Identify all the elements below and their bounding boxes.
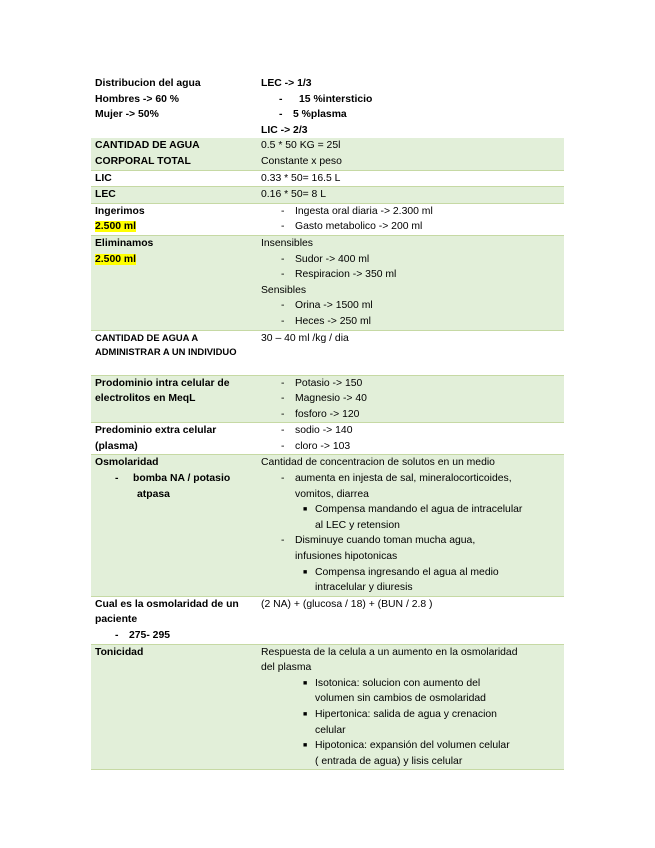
square-bullet-icon: ■ xyxy=(303,568,308,576)
square-bullet-icon: ■ xyxy=(303,710,308,718)
table-row xyxy=(91,203,564,235)
table-row xyxy=(91,423,564,455)
row-label: Osmolaridad - bomba NA / potasio atpasa xyxy=(91,455,257,596)
table-row xyxy=(91,138,564,170)
document-page xyxy=(91,76,564,770)
table-row xyxy=(91,330,564,375)
row-content: 0.33 * 50= 16.5 L xyxy=(257,170,564,187)
dash-bullet: - xyxy=(281,535,285,547)
dash-bullet: - xyxy=(281,221,285,233)
row-label: Predominio extra celular (plasma) xyxy=(91,423,257,455)
dash-bullet: - xyxy=(281,408,285,420)
row-label: Prodominio intra celular de electrolitos en MeqL xyxy=(91,375,257,423)
highlighted-value: 2.500 ml xyxy=(95,253,137,265)
dash-bullet: - xyxy=(279,93,283,105)
row-content: 0.16 * 50= 8 L xyxy=(257,187,564,204)
table-row xyxy=(91,644,564,770)
highlighted-value: 2.500 ml xyxy=(95,221,137,233)
table-row xyxy=(91,187,564,204)
dash-bullet: - xyxy=(281,253,285,265)
dash-bullet: - xyxy=(281,300,285,312)
row-label: Tonicidad xyxy=(91,644,257,770)
dash-bullet: - xyxy=(281,377,285,389)
dash-bullet: - xyxy=(281,315,285,327)
table-row xyxy=(91,375,564,423)
dash-bullet: - xyxy=(281,473,285,485)
row-content: LEC -> 1/3 - 15 %intersticio - 5 %plasma LIC -> 2/3 xyxy=(261,78,373,136)
row-label: LEC xyxy=(91,187,257,204)
row-label: CANTIDAD DE AGUA A ADMINISTRAR A UN INDIVIDUO xyxy=(91,330,257,375)
row-content: Cantidad de concentracion de solutos en un medio - aumenta en injesta de sal, mineralocorticoides, vomitos, diarrea ■ Compensa mandando el agua de intracelular al LEC y retension - Disminuye cuando toman mucha agua, infusiones hipotonicas ■ Compensa ingresando el agua al medio intracelular y diuresis xyxy=(257,455,564,596)
notes-table xyxy=(91,76,564,770)
row-label: Distribucion del agua Hombres -> 60 % Mujer -> 50% xyxy=(95,78,201,121)
row-content: Respuesta de la celula a un aumento en la osmolaridad del plasma ■ Isotonica: solucion con aumento del volumen sin cambios de osmolaridad ■ Hipertonica: salida de agua y crenacion celular ■ Hipotonica: expansión del volumen celular ( entrada de agua) y lisis celular xyxy=(257,644,564,770)
row-content: 30 – 40 ml /kg / dia xyxy=(257,330,564,375)
row-label: Cual es la osmolaridad de un paciente - 275- 295 xyxy=(91,596,257,644)
row-content: (2 NA) + (glucosa / 18) + (BUN / 2.8 ) xyxy=(257,596,564,644)
table-row xyxy=(91,235,564,330)
dash-bullet: - xyxy=(115,473,119,485)
row-label: LIC xyxy=(91,170,257,187)
row-content: Insensibles - Sudor -> 400 ml - Respiracion -> 350 ml Sensibles - Orina -> 1500 ml - Heces -> 250 ml xyxy=(257,235,564,330)
dash-bullet: - xyxy=(115,630,119,641)
dash-bullet: - xyxy=(281,269,285,281)
table-row xyxy=(91,596,564,644)
row-label: Ingerimos 2.500 ml xyxy=(91,203,257,235)
dash-bullet: - xyxy=(281,425,285,437)
row-content: - Potasio -> 150 - Magnesio -> 40 - fosforo -> 120 xyxy=(257,375,564,423)
dash-bullet: - xyxy=(281,440,285,452)
dash-bullet: - xyxy=(281,393,285,405)
square-bullet-icon: ■ xyxy=(303,679,308,687)
table-row xyxy=(91,455,564,596)
table-row xyxy=(91,76,564,138)
row-content: - Ingesta oral diaria -> 2.300 ml - Gasto metabolico -> 200 ml xyxy=(257,203,564,235)
square-bullet-icon: ■ xyxy=(303,506,308,514)
row-label: CANTIDAD DE AGUA CORPORAL TOTAL xyxy=(91,138,257,170)
table-row xyxy=(91,170,564,187)
row-label: Eliminamos 2.500 ml xyxy=(91,235,257,330)
dash-bullet: - xyxy=(279,109,283,121)
row-content: - sodio -> 140 - cloro -> 103 xyxy=(257,423,564,455)
square-bullet-icon: ■ xyxy=(303,742,308,750)
dash-bullet: - xyxy=(281,205,285,217)
row-content: 0.5 * 50 KG = 25l Constante x peso xyxy=(257,138,564,170)
